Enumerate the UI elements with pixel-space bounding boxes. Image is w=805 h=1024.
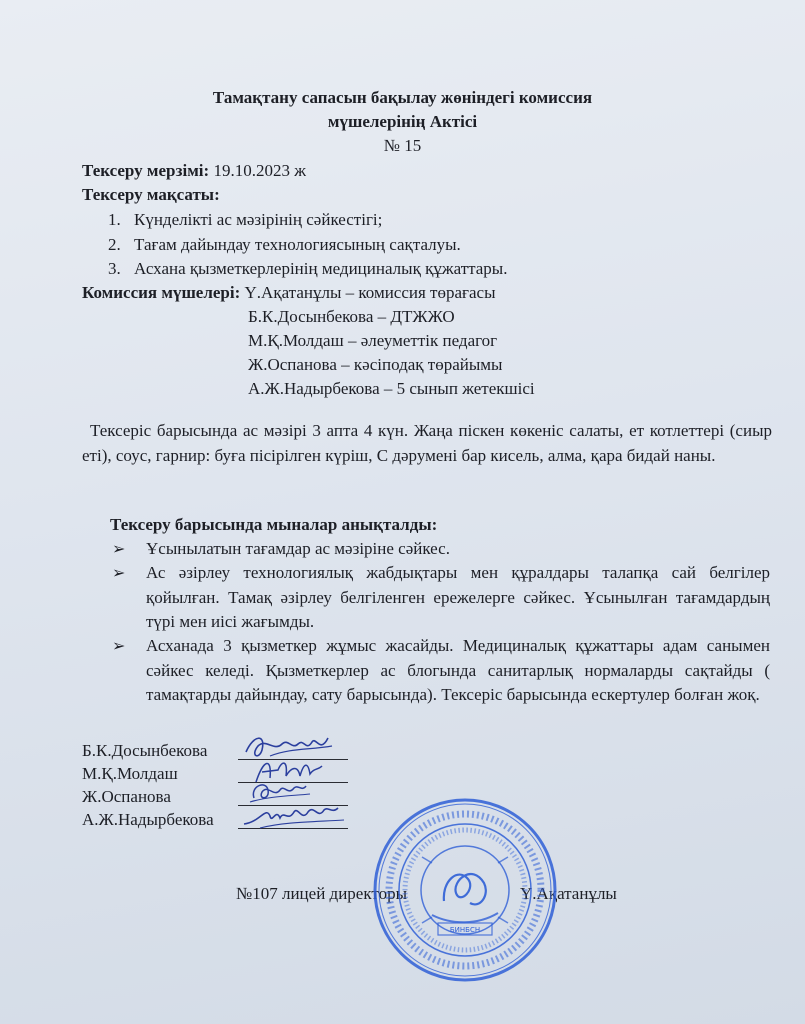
signature-name: Б.К.Досынбекова: [82, 741, 208, 760]
handwritten-signature-icon: [240, 800, 350, 832]
findings-heading: Тексеру барысында мыналар анықталды:: [110, 515, 438, 534]
commission-row: [82, 283, 496, 303]
purpose-item: 2. Тағам дайындау технологиясының сақталуы.: [108, 235, 461, 254]
act-title-line1: Тамақтану сапасын бақылау жөніндегі комиссия: [212, 88, 593, 107]
official-stamp-seal-icon: [372, 797, 558, 983]
arrow-bullet-icon: ➢: [112, 565, 126, 582]
check-date-value: 19.10.2023 ж: [213, 161, 306, 180]
commission-member: А.Ж.Надырбекова – 5 сынып жетекшісі: [248, 379, 535, 398]
stamp-center-text: БИНБСН: [449, 926, 481, 934]
description-paragraph: Тексеріс барысында ас мәзірі 3 апта 4 күн. Жаңа піскен көкеніс салаты, ет котлеттері (сиыр еті), соус, гарнир: буға пісірілген күріш, С дәрумені бар кисель, алма, қара бидай наны.: [82, 421, 772, 465]
signature-name: А.Ж.Надырбекова: [82, 810, 214, 829]
act-title-line2: мүшелерінің Актісі: [327, 112, 478, 131]
commission-member: Ү.Ақатанұлы – комиссия төрағасы: [244, 283, 496, 302]
signature-name: Ж.Оспанова: [82, 787, 171, 806]
arrow-bullet-icon: ➢: [112, 541, 126, 558]
arrow-bullet-icon: ➢: [112, 638, 126, 655]
director-name: Ү.Ақатанұлы: [520, 884, 617, 903]
commission-member: Ж.Оспанова – кәсіподақ төрайымы: [248, 355, 503, 374]
finding-item: Ұсынылатын тағамдар ас мәзіріне сәйкес.: [146, 539, 450, 558]
commission-member: М.Қ.Молдаш – әлеуметтік педагог: [248, 331, 498, 350]
director-position: №107 лицей директоры: [236, 884, 407, 903]
finding-item: Асханада 3 қызметкер жұмыс жасайды. Медициналық құжаттары адам санымен сәйкес келеді. Қызметкерлер ас блогында санитарлық нормаларды сақтайды ( тамақтарды дайындау, сату барысында). Тексеріс барысында ескертулер болған жоқ.: [146, 636, 770, 704]
purpose-item: 3. Асхана қызметкерлерінің медициналық құжаттары.: [108, 259, 508, 278]
purpose-label: Тексеру мақсаты:: [82, 185, 220, 204]
commission-member: Б.К.Досынбекова – ДТЖЖО: [248, 307, 455, 326]
purpose-item: 1. Күнделікті ас мәзірінің сәйкестігі;: [108, 210, 383, 229]
signature-name: М.Қ.Молдаш: [82, 764, 178, 783]
act-number: № 15: [383, 136, 422, 155]
check-date: [82, 161, 306, 181]
check-date-label: Тексеру мерзімі:: [82, 161, 210, 180]
commission-label: Комиссия мүшелері:: [82, 283, 241, 302]
finding-item: Ас әзірлеу технологиялық жабдықтары мен құралдары талапқа сай белгілер қойылған. Тамақ әзірлеу белгіленген ережелерге сәйкес. Ұсынылған тағамдардың түрі мен иісі жағымды.: [146, 563, 770, 631]
